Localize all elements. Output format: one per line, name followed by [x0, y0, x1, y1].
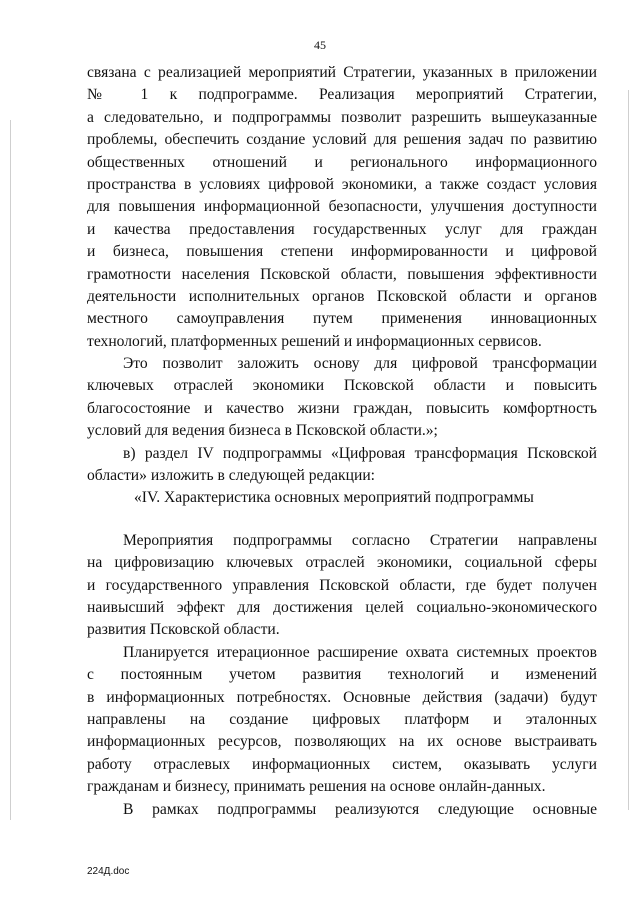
text-line: благосостояние и качество жизни граждан, повысить комфортность: [87, 399, 597, 417]
text-line: условий для ведения бизнеса в Псковской области.»;: [87, 422, 438, 440]
scan-edge-right: [628, 90, 629, 810]
text-line: области» изложить в следующей редакции:: [87, 467, 376, 485]
text-line: грамотности населения Псковской области, повышения эффективности: [87, 265, 597, 283]
text-line: пространства в условиях цифровой экономики, а также создаст условия: [87, 175, 597, 193]
document-body: [87, 62, 597, 821]
text-line: ключевых отраслей экономики Псковской области и повысить: [87, 377, 597, 395]
text-line: В рамках подпрограммы реализуются следующие основные: [123, 800, 597, 818]
text-line: и качества предоставления государственных услуг для граждан: [87, 220, 597, 238]
text-line: Мероприятия подпрограммы согласно Стратегии направлены: [123, 531, 597, 549]
heading-spacer: [87, 510, 597, 530]
text-line: наивысший эффект для достижения целей социально-экономического: [87, 598, 597, 616]
text-line: с постоянным учетом развития технологий и изменений: [87, 666, 597, 684]
text-line: деятельности исполнительных органов Псковской области и органов: [87, 287, 597, 305]
paragraph: [87, 642, 597, 799]
text-line: Планируется итерационное расширение охвата системных проектов: [123, 643, 597, 661]
section-heading: «IV. Характеристика основных мероприятий подпрограммы: [134, 489, 534, 507]
paragraphs-after-heading: [87, 530, 597, 821]
page-number: 45: [314, 38, 326, 52]
text-line: в информационных потребностях. Основные действия (задачи) будут: [87, 688, 597, 706]
text-line: общественных отношений и регионального информационного: [87, 153, 597, 171]
paragraphs-before-heading: [87, 62, 597, 487]
text-line: гражданам и бизнесу, принимать решения на основе онлайн-данных.: [87, 778, 546, 796]
paragraph: [87, 353, 597, 443]
text-line: на цифровизацию ключевых отраслей экономики, социальной сферы: [87, 554, 597, 572]
text-line: для повышения информационной безопасности, улучшения доступности: [87, 198, 597, 216]
text-line: в) раздел IV подпрограммы «Цифровая трансформация Псковской: [123, 444, 597, 462]
text-line: местного самоуправления путем применения инновационных: [87, 310, 597, 328]
text-line: Это позволит заложить основу для цифровой трансформации: [123, 355, 597, 373]
text-line: направлены на создание цифровых платформ и эталонных: [87, 710, 597, 728]
scan-edge-left: [10, 120, 11, 820]
text-line: и бизнеса, повышения степени информированности и цифровой: [87, 243, 597, 261]
paragraph: [87, 62, 597, 353]
paragraph: [87, 443, 597, 488]
text-line: и государственного управления Псковской области, где будет получен: [87, 576, 597, 594]
text-line: развития Псковской области.: [87, 621, 280, 639]
paragraph: [87, 799, 597, 821]
text-line: информационных ресурсов, позволяющих на их основе выстраивать: [87, 733, 597, 751]
footer-filename: 224Д.doc: [87, 866, 130, 877]
text-line: технологий, платформенных решений и информационных сервисов.: [87, 332, 542, 350]
text-line: работу отраслевых информационных систем, оказывать услуги: [87, 755, 597, 773]
paragraph: [87, 530, 597, 642]
text-line: а следовательно, и подпрограммы позволит разрешить вышеуказанные: [87, 108, 597, 126]
text-line: связана с реализацией мероприятий Стратегии, указанных в приложении: [87, 64, 597, 81]
text-line: № 1 к подпрограмме. Реализация мероприятий Стратегии,: [87, 86, 597, 104]
text-line: проблемы, обеспечить создание условий для решения задач по развитию: [87, 131, 597, 149]
